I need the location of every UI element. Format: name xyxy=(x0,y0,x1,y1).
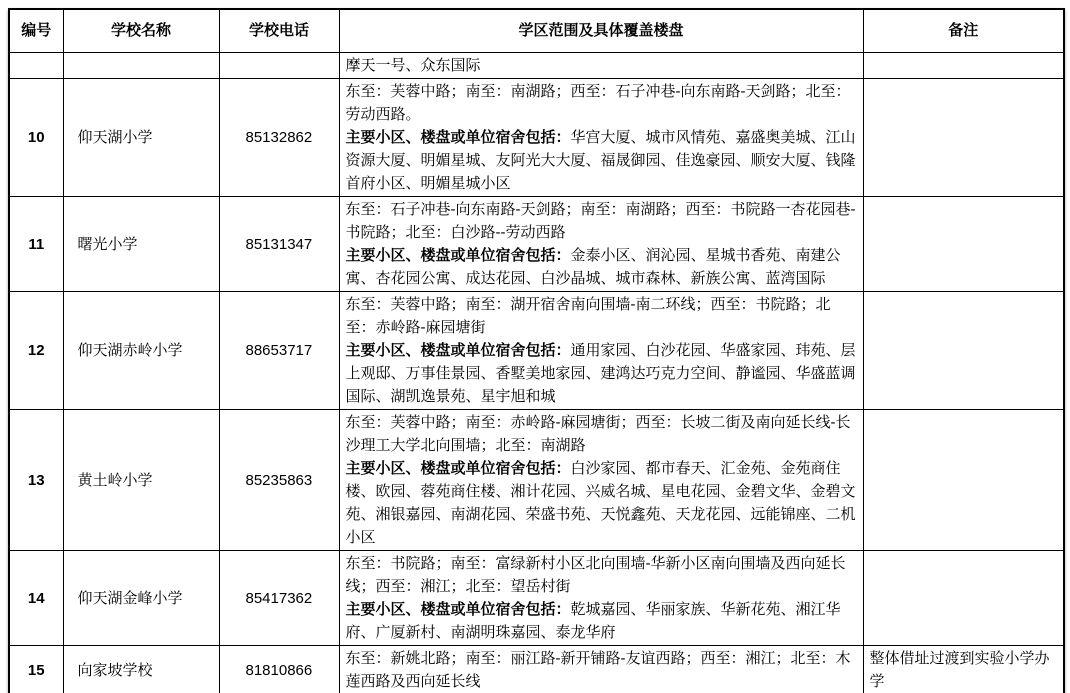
cell-id xyxy=(9,53,63,79)
table-row xyxy=(9,410,1064,551)
cell-school-phone: 85235863 xyxy=(219,410,339,551)
properties-line xyxy=(346,244,857,290)
cell-school-phone: 88653717 xyxy=(219,292,339,410)
header-col-school-phone: 学校电话 xyxy=(219,9,339,53)
cell-district-range xyxy=(339,551,863,646)
properties-text: 通用家园、白沙花园、华盛家园、玮苑、层上观邸、万事佳景园、香墅美地家园、建鸿达巧克力空间、静谧园、华盛蓝调国际、湖凯逸景苑、星宇旭和城 xyxy=(345,342,856,405)
properties-line xyxy=(346,457,857,549)
cell-school-name: 黄土岭小学 xyxy=(63,410,219,551)
properties-text: 白沙家园、都市春天、汇金苑、金苑商住楼、欧园、蓉苑商住楼、湘计花园、兴威名城、星电花园、金碧文华、金碧文苑、湘银嘉园、南湖花园、荣盛书苑、天悦鑫苑、天龙花园、远能锦座、二机小区 xyxy=(345,460,856,546)
cell-school-name: 仰天湖金峰小学 xyxy=(63,551,219,646)
cell-school-name: 曙光小学 xyxy=(63,197,219,292)
district-boundary-text: 东至：新姚北路；南至：丽江路-新开铺路-友谊西路；西至：湘江；北至：木莲西路及西向延长线 xyxy=(345,650,851,690)
table-row xyxy=(9,79,1064,197)
district-boundary-text: 东至：芙蓉中路；南至：南湖路；西至：石子冲巷-向东南路-天剑路；北至：劳动西路。 xyxy=(345,83,851,123)
header-col-district-range: 学区范围及具体覆盖楼盘 xyxy=(339,9,863,53)
cell-id: 13 xyxy=(9,410,63,551)
cell-district-range xyxy=(339,197,863,292)
cell-remark: 整体借址过渡到实验小学办学 xyxy=(863,646,1064,693)
district-boundary-text: 摩天一号、众东国际 xyxy=(345,57,481,74)
district-boundary-text: 东至：芙蓉中路；南至：湖开宿舍南向围墙-南二环线；西至：书院路；北至：赤岭路-麻园塘街 xyxy=(345,296,831,336)
properties-text: 乾城嘉园、华丽家族、华新花苑、湘江华府、广厦新村、南湖明珠嘉园、泰龙华府 xyxy=(345,601,841,641)
cell-school-phone: 85417362 xyxy=(219,551,339,646)
properties-bold-label: 主要小区、楼盘或单位宿舍包括： xyxy=(345,460,571,477)
cell-id: 15 xyxy=(9,646,63,693)
header-row xyxy=(9,9,1064,53)
cell-remark xyxy=(863,551,1064,646)
cell-school-name xyxy=(63,53,219,79)
cell-school-phone: 85131347 xyxy=(219,197,339,292)
school-district-table xyxy=(8,8,1065,693)
district-boundary-text: 东至：书院路；南至：富绿新村小区北向围墙-华新小区南向围墙及西向延长线；西至：湘江；北至：望岳村街 xyxy=(345,555,846,595)
district-boundary-text: 东至：石子冲巷-向东南路-天剑路；南至：南湖路；西至：书院路一杏花园巷-书院路；北至：白沙路--劳动西路 xyxy=(345,201,856,241)
cell-id: 12 xyxy=(9,292,63,410)
table-row xyxy=(9,292,1064,410)
cell-school-phone: 81810866 xyxy=(219,646,339,693)
cell-remark xyxy=(863,197,1064,292)
cell-school-phone: 85132862 xyxy=(219,79,339,197)
properties-line xyxy=(346,126,857,195)
cell-id: 11 xyxy=(9,197,63,292)
cell-school-phone xyxy=(219,53,339,79)
cell-remark xyxy=(863,79,1064,197)
cell-school-name: 仰天湖赤岭小学 xyxy=(63,292,219,410)
properties-text: 金泰小区、润沁园、星城书香苑、南建公寓、杏花园公寓、成达花园、白沙晶城、城市森林、新族公寓、蓝湾国际 xyxy=(345,247,841,287)
cell-school-name: 向家坡学校 xyxy=(63,646,219,693)
properties-bold-label: 主要小区、楼盘或单位宿舍包括： xyxy=(345,247,571,264)
properties-text: 华宫大厦、城市风情苑、嘉盛奥美城、江山资源大厦、明媚星城、友阿光大大厦、福晟御园、佳逸豪园、顺安大厦、钱隆首府小区、明媚星城小区 xyxy=(345,129,856,192)
cell-district-range xyxy=(339,79,863,197)
cell-district-range xyxy=(339,292,863,410)
cell-id: 10 xyxy=(9,79,63,197)
table-row xyxy=(9,646,1064,693)
table-row xyxy=(9,197,1064,292)
properties-bold-label: 主要小区、楼盘或单位宿舍包括： xyxy=(345,129,571,146)
header-col-id: 编号 xyxy=(9,9,63,53)
header-col-remark: 备注 xyxy=(863,9,1064,53)
cell-district-range xyxy=(339,53,863,79)
cell-district-range xyxy=(339,410,863,551)
cell-remark xyxy=(863,292,1064,410)
district-boundary-text: 东至：芙蓉中路；南至：赤岭路-麻园塘街；西至：长坡二街及南向延长线-长沙理工大学北向围墙；北至：南湖路 xyxy=(345,414,851,454)
properties-line xyxy=(346,598,857,644)
cell-id: 14 xyxy=(9,551,63,646)
table-row xyxy=(9,53,1064,79)
properties-bold-label: 主要小区、楼盘或单位宿舍包括： xyxy=(345,601,571,618)
header-col-school-name: 学校名称 xyxy=(63,9,219,53)
cell-school-name: 仰天湖小学 xyxy=(63,79,219,197)
properties-bold-label: 主要小区、楼盘或单位宿舍包括： xyxy=(345,342,571,359)
cell-remark xyxy=(863,410,1064,551)
cell-district-range xyxy=(339,646,863,693)
table-row xyxy=(9,551,1064,646)
cell-remark xyxy=(863,53,1064,79)
properties-line xyxy=(346,339,857,408)
